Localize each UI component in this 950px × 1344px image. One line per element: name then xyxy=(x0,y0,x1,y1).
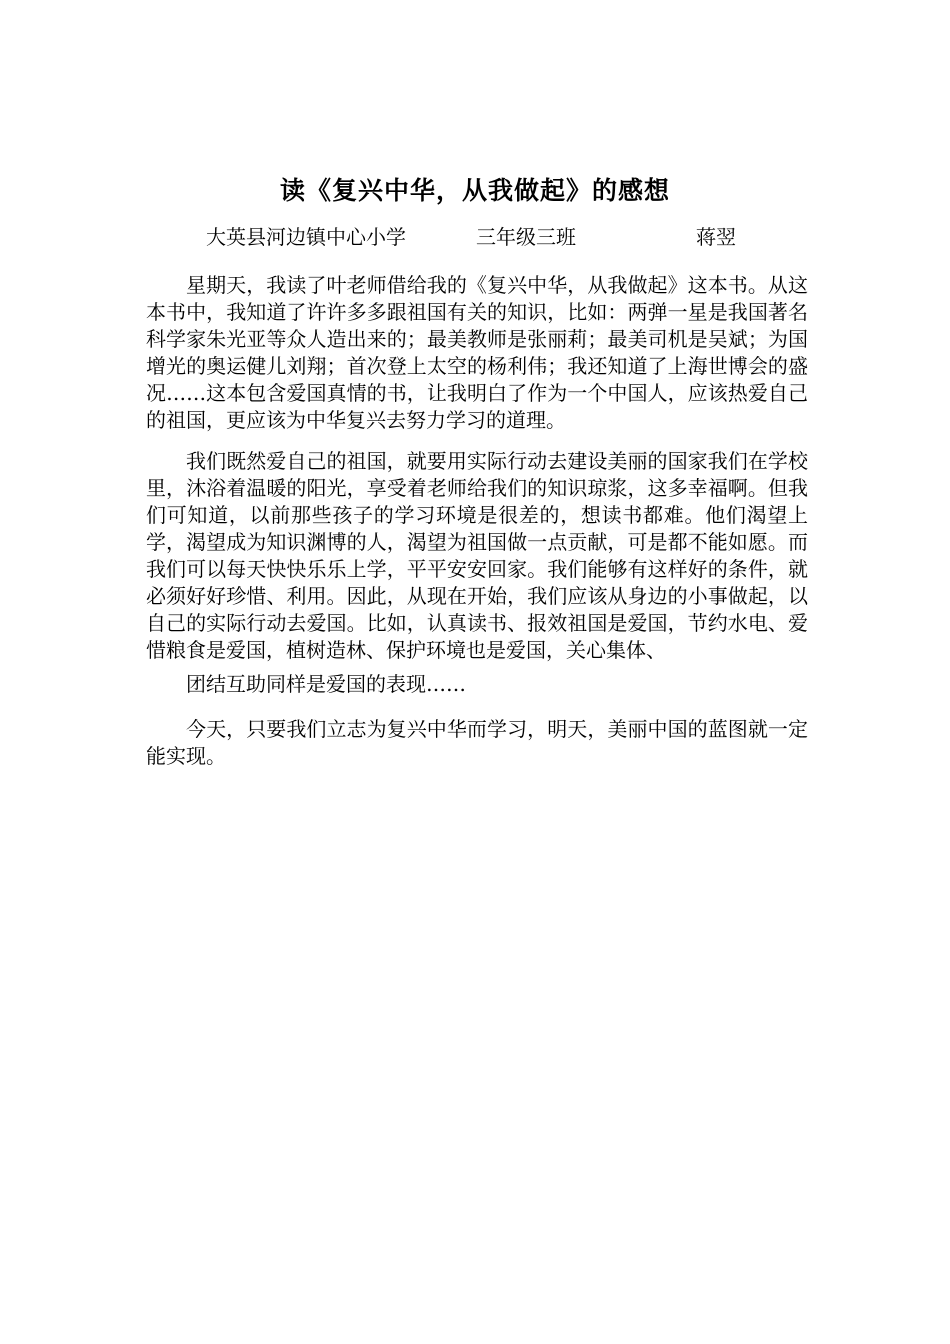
paragraph-1: 星期天，我读了叶老师借给我的《复兴中华，从我做起》这本书。从这本书中，我知道了许许多多跟祖国有关的知识，比如：两弹一星是我国著名科学家朱光亚等众人造出来的；最美教师是张丽莉；最美司机是吴斌；为国增光的奥运健儿刘翔；首次登上太空的杨利伟；我还知道了上海世博会的盛况……这本包含爱国真情的书，让我明白了作为一个中国人，应该热爱自己的祖国，更应该为中华复兴去努力学习的道理。 xyxy=(146,273,808,432)
document-title: 读《复兴中华，从我做起》的感想 xyxy=(279,175,670,205)
school-name: 大英县河边镇中心小学 xyxy=(206,225,406,249)
paragraph-3: 今天，只要我们立志为复兴中华而学习，明天，美丽中国的蓝图就一定能实现。 xyxy=(146,717,808,768)
paragraph-2-tail: 团结互助同样是爱国的表现…… xyxy=(186,672,466,696)
paragraph-2-main: 我们既然爱自己的祖国，就要用实际行动去建设美丽的国家我们在学校里，沐浴着温暖的阳光，享受着老师给我们的知识琼浆，这多幸福啊。但我们可知道，以前那些孩子的学习环境是很差的，想读书都难。他们渴望上学，渴望成为知识渊博的人，渴望为祖国做一点贡献，可是都不能如愿。而我们可以每天快快乐乐上学，平平安安回家。我们能够有这样好的条件，就必须好好珍惜、利用。因此，从现在开始，我们应该从身边的小事做起，以自己的实际行动去爱国。比如，认真读书、报效祖国是爱国，节约水电、爱惜粮食是爱国，植树造林、保护环境也是爱国，关心集体、 xyxy=(146,449,808,662)
class-name: 三年级三班 xyxy=(476,225,576,249)
paragraph-2 xyxy=(146,448,808,698)
author-name: 蒋翌 xyxy=(696,225,736,249)
